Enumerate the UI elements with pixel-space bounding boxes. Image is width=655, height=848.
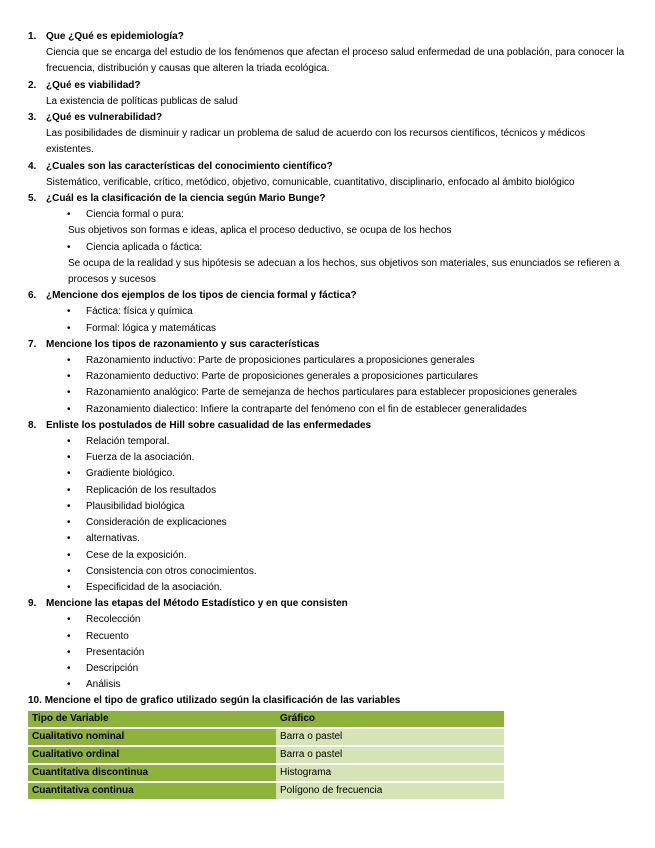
table-cell: Barra o pastel [276,746,504,764]
table-row [28,782,504,800]
list-item [67,483,628,499]
bullet-icon: • [67,209,71,221]
bullet-icon: • [67,581,71,593]
bullet-list [46,434,628,596]
list-item-detail: Se ocupa de la realidad y sus hipótesis se adecuan a los hechos, sus objetivos son materiales, sus enunciados se refieren a procesos y sucesos [68,257,620,286]
question-answer: Sistemático, verificable, crítico, metódico, objetivo, comunicable, cuantitativo, disciplinario, enfocado al ámbito biológico [46,176,575,188]
table-cell: Cualitativo ordinal [28,746,276,764]
question-title: Mencione las etapas del Método Estadístico y en que consisten [46,598,348,610]
question-9 [28,596,628,693]
list-item-text: Relación temporal. [86,436,170,448]
question-10 [28,693,628,800]
table-row [28,764,504,782]
bullet-icon: • [67,403,71,415]
list-item [67,240,628,289]
bullet-icon: • [67,565,71,577]
bullet-list [46,353,628,418]
question-6 [28,288,628,337]
bullet-list [46,304,628,336]
list-item-text: Formal: lógica y matemáticas [86,322,217,334]
question-title: ¿Cuales son las características del conocimiento científico? [46,160,333,172]
bullet-icon: • [67,371,71,383]
bullet-icon: • [67,500,71,512]
table-row [28,728,504,746]
list-item-text: Fuerza de la asociación. [86,452,195,464]
question-title: ¿Qué es vulnerabilidad? [46,112,163,124]
question-1 [28,29,628,78]
table-header-cell: Tipo de Variable [28,711,276,728]
list-item [67,353,628,369]
list-item [67,564,628,580]
list-item-text: Fáctica: física y química [86,306,193,318]
table-header-row [28,711,504,728]
list-item [67,645,628,661]
bullet-icon: • [67,630,71,642]
list-item [67,450,628,466]
bullet-icon: • [67,452,71,464]
list-item [67,434,628,450]
table-header-cell: Gráfico [276,711,504,728]
question-answer: Las posibilidades de disminuir y radicar un problema de salud de acuerdo con los recursos científicos, técnicos y médicos existentes. [46,128,586,156]
bullet-icon: • [67,241,71,253]
list-item [67,531,628,547]
list-item [67,402,628,418]
list-item-text: alternativas. [86,533,140,545]
list-item-text: Plausibilidad biológica [86,500,185,512]
question-number: 6. [28,290,37,302]
bullet-icon: • [67,322,71,334]
question-number: 7. [28,338,37,350]
question-number: 5. [28,193,37,205]
list-item [67,677,628,693]
question-3 [28,110,628,159]
table-cell: Histograma [276,764,504,782]
bullet-icon: • [67,614,71,626]
question-title: Mencione el tipo de grafico utilizado según la clasificación de las variables [44,695,401,707]
list-item-text: Razonamiento deductivo: Parte de proposiciones generales a proposiciones particulares [86,371,478,383]
list-item [67,661,628,677]
list-item-text: Razonamiento analógico: Parte de semejanza de hechos particulares para establecer proposiciones generales [86,387,577,399]
list-item [67,321,628,337]
question-8 [28,418,628,596]
list-item-text: Descripción [86,662,139,674]
question-number: 8. [28,419,37,431]
question-title: ¿Qué es viabilidad? [46,79,141,91]
table-cell: Cuantitativa continua [28,782,276,800]
bullet-icon: • [67,387,71,399]
list-item-label: Ciencia formal o pura: [86,209,184,221]
list-item-text: Replicación de los resultados [86,484,217,496]
list-item-text: Análisis [86,679,121,691]
bullet-icon: • [67,436,71,448]
table-cell: Polígono de frecuencia [276,782,504,800]
question-answer: Ciencia que se encarga del estudio de los fenómenos que afectan el proceso salud enfermedad de una población, para conocer la frecuencia, distribución y causas que alteren la triada ecológica. [46,47,625,75]
bullet-icon: • [67,662,71,674]
question-7 [28,337,628,418]
question-title: Enliste los postulados de Hill sobre casualidad de las enfermedades [46,419,372,431]
bullet-list [46,207,628,288]
bullet-icon: • [67,468,71,480]
list-item-text: Consistencia con otros conocimientos. [86,565,257,577]
list-item [67,304,628,320]
table-cell: Cualitativo nominal [28,728,276,746]
bullet-icon: • [67,533,71,545]
question-title: Que ¿Qué es epidemiología? [46,31,184,42]
bullet-icon: • [67,549,71,561]
bullet-icon: • [67,679,71,691]
list-item [67,466,628,482]
list-item-text: Especificidad de la asociación. [86,581,223,593]
bullet-icon: • [67,306,71,318]
bullet-icon: • [67,646,71,658]
list-item [67,499,628,515]
question-number: 2. [28,79,37,91]
list-item [67,369,628,385]
list-item-text: Razonamiento inductivo: Parte de proposiciones particulares a proposiciones generales [86,355,475,367]
list-item [67,580,628,596]
list-item-detail: Sus objetivos son formas e ideas, aplica el proceso deductivo, se ocupa de los hechos [68,225,452,237]
list-item-text: Razonamiento dialectico: Infiere la contraparte del fenómeno con el fin de establecer generalidades [86,403,527,415]
bullet-icon: • [67,484,71,496]
list-item [67,612,628,628]
list-item-label: Ciencia aplicada o fáctica: [86,241,203,253]
variable-chart-table [28,711,504,801]
list-item-text: Cese de la exposición. [86,549,187,561]
list-item-text: Recuento [86,630,129,642]
document-page [28,29,628,801]
list-item [67,515,628,531]
question-title: ¿Cuál es la clasificación de la ciencia según Mario Bunge? [46,193,326,205]
question-title: ¿Mencione dos ejemplos de los tipos de ciencia formal y fáctica? [46,290,357,302]
list-item [67,548,628,564]
question-number: 9. [28,598,37,610]
list-item-text: Consideración de explicaciones [86,517,227,529]
list-item-text: Presentación [86,646,145,658]
question-number: 10. [28,695,42,707]
question-number: 3. [28,112,37,124]
bullet-icon: • [67,355,71,367]
question-number: 1. [28,31,37,42]
question-answer: La existencia de políticas publicas de salud [46,95,238,107]
table-row [28,746,504,764]
list-item [67,207,628,239]
list-item [67,385,628,401]
list-item [67,629,628,645]
bullet-list [46,612,628,693]
question-2 [28,78,628,110]
question-5 [28,191,628,288]
list-item-text: Recolección [86,614,141,626]
table-cell: Barra o pastel [276,728,504,746]
question-title: Mencione los tipos de razonamiento y sus características [46,338,320,350]
bullet-icon: • [67,517,71,529]
question-number: 4. [28,160,37,172]
table-cell: Cuantitativa discontinua [28,764,276,782]
list-item-text: Gradiente biológico. [86,468,175,480]
question-4 [28,159,628,191]
